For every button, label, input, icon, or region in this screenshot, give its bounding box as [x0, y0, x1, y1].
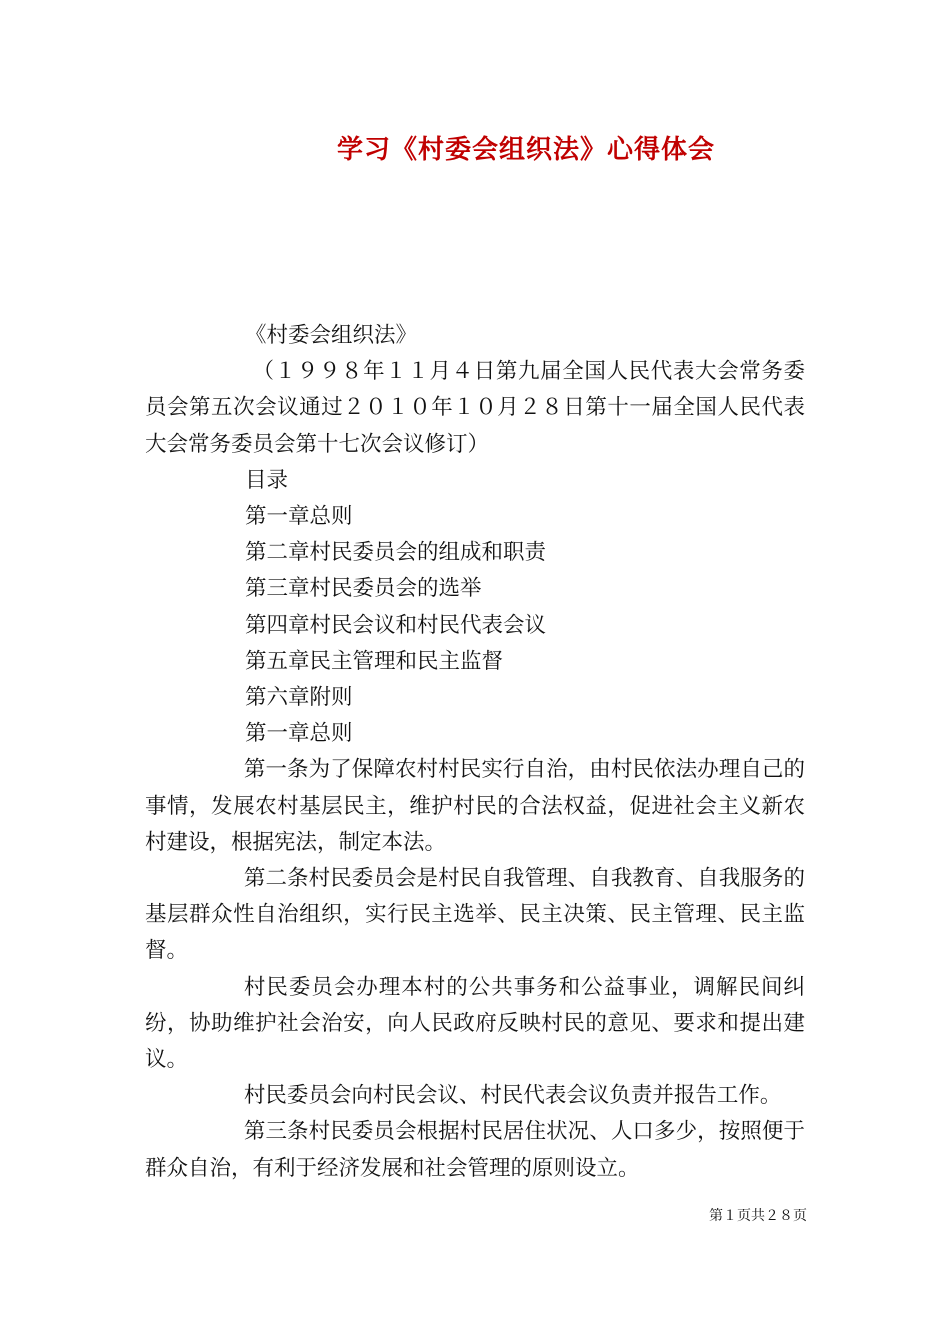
toc-item: 第六章附则	[245, 685, 353, 711]
toc-item: 第二章村民委员会的组成和职责	[245, 540, 547, 566]
document-body	[145, 318, 805, 1187]
law-name: 《村委会组织法》	[245, 323, 418, 348]
chapter-heading: 第一章总则	[245, 721, 353, 747]
paragraph: 第三条村民委员会根据村民居住状况、人口多少，按照便于群众自治，有利于经济发展和社会管理的原则设立。	[145, 1119, 805, 1181]
document-title: 学习《村委会组织法》心得体会	[336, 135, 715, 165]
toc-item: 第一章总则	[245, 504, 353, 530]
revision-note: （１９９８年１１月４日第九届全国人民代表大会常务委员会第五次会议通过２０１０年１０月２８日第十一届全国人民代表大会常务委员会第十七次会议修订）	[145, 359, 805, 457]
toc-heading: 目录	[245, 467, 289, 493]
paragraph: 第二条村民委员会是村民自我管理、自我教育、自我服务的基层群众性自治组织，实行民主选举、民主决策、民主管理、民主监督。	[145, 866, 805, 964]
paragraph: 村民委员会办理本村的公共事务和公益事业，调解民间纠纷，协助维护社会治安，向人民政府反映村民的意见、要求和提出建议。	[145, 974, 805, 1073]
paragraph: 第一条为了保障农村村民实行自治，由村民依法办理自己的事情，发展农村基层民主，维护村民的合法权益，促进社会主义新农村建设，根据宪法，制定本法。	[145, 757, 805, 855]
page-number-footer: 第１页共２８页	[709, 1208, 807, 1224]
toc-item: 第四章村民会议和村民代表会议	[245, 612, 547, 638]
toc-item: 第三章村民委员会的选举	[245, 576, 482, 602]
toc-item: 第五章民主管理和民主监督	[245, 648, 504, 674]
paragraph: 村民委员会向村民会议、村民代表会议负责并报告工作。	[243, 1083, 782, 1109]
